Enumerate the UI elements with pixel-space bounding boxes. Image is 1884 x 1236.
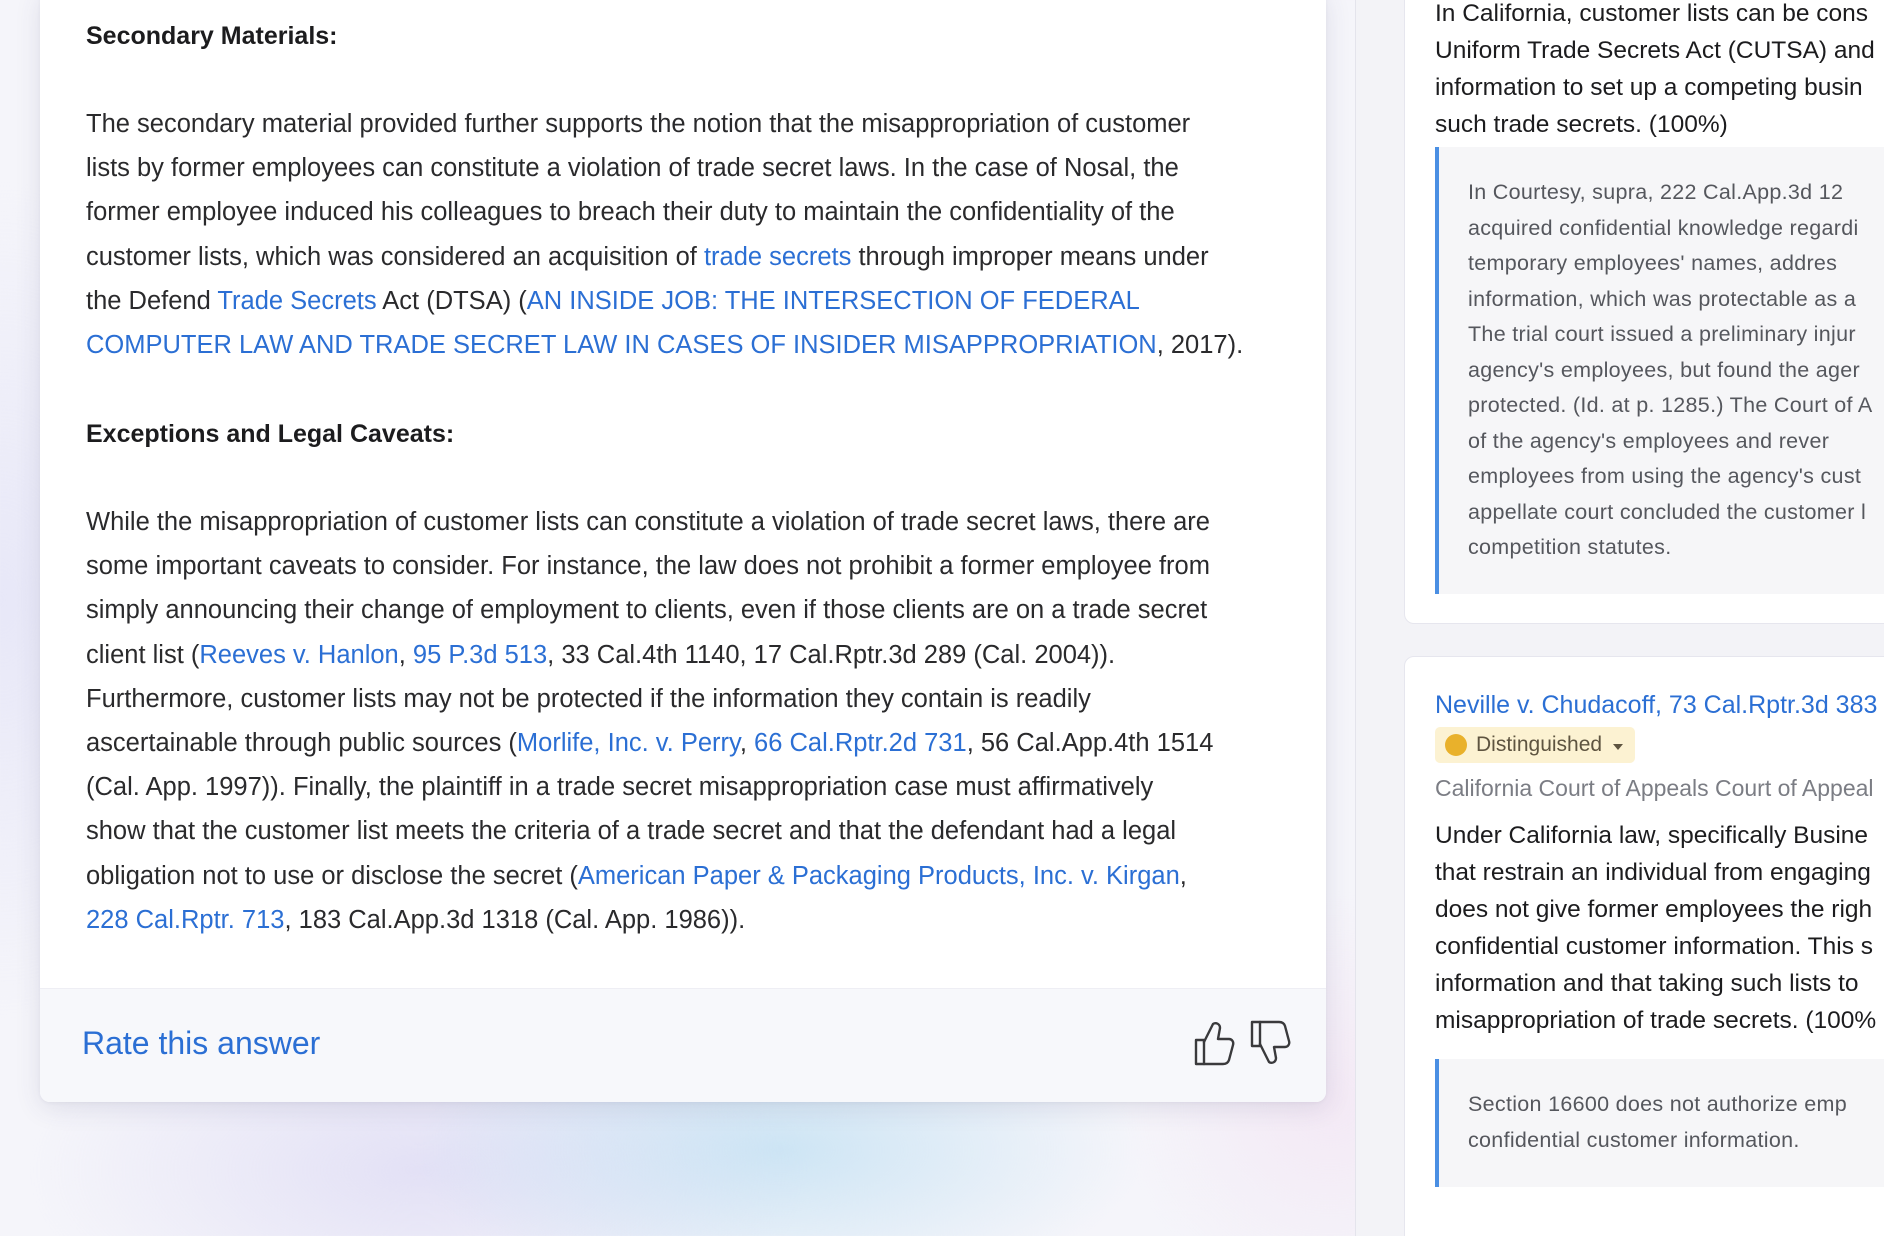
paragraph-text: , (1179, 861, 1187, 890)
paragraph-text: The secondary material provided further supports the notion that the misappropriation of customer (86, 110, 1191, 138)
text-line: information and that taking such lists to (1435, 970, 1859, 997)
paragraph-text: , 2017). (1156, 331, 1244, 360)
rate-answer-bar (40, 988, 1326, 1102)
paragraph-line (86, 279, 1286, 323)
text-line: information, which was protectable as a (1468, 286, 1857, 311)
paragraph-line (86, 544, 1286, 588)
paragraph-text: former employee induced his colleagues to breach their duty to maintain the confidentiality of the (86, 198, 1175, 227)
treatment-label: Distinguished (1476, 733, 1603, 756)
text-line: temporary employees' names, addres (1468, 251, 1838, 275)
text-line: confidential customer information. (1468, 1127, 1800, 1152)
paragraph-line (86, 323, 1286, 367)
citation-link[interactable]: Reeves v. Hanlon (199, 640, 399, 669)
citation-2-quote-text (1468, 1087, 1847, 1158)
text-line: In Courtesy, supra, 222 Cal.App.3d 12 (1468, 180, 1844, 204)
text-line: such trade secrets. (100%) (1435, 111, 1728, 138)
citation-2-quote (1435, 1059, 1884, 1187)
citation-2-title-link[interactable]: Neville v. Chudacoff, 73 Cal.Rptr.3d 383 (1435, 691, 1878, 719)
secondary-materials-paragraph (86, 102, 1286, 367)
treatment-status-dot (1445, 734, 1467, 756)
paragraph-text: , (398, 640, 413, 669)
paragraph-text: client list ( (86, 640, 200, 669)
paragraph-line (86, 898, 1286, 942)
paragraph-text: , 33 Cal.4th 1140, 17 Cal.Rptr.3d 289 (Cal. 2004)). (547, 640, 1116, 669)
citation-link[interactable]: 228 Cal.Rptr. 713 (86, 905, 285, 934)
paragraph-text: Furthermore, customer lists may not be protected if the information they contain is readily (86, 684, 1091, 713)
citation-link[interactable]: AN INSIDE JOB: THE INTERSECTION OF FEDERAL (526, 286, 1140, 315)
text-line: competition statutes. (1468, 535, 1672, 559)
citation-link[interactable]: COMPUTER LAW AND TRADE SECRET LAW IN CASES OF INSIDER MISAPPROPRIATION (86, 331, 1157, 360)
paragraph-text: show that the customer list meets the criteria of a trade secret and that the defendant had a legal (86, 817, 1177, 846)
text-line: confidential customer information. This s (1435, 933, 1874, 960)
secondary-materials-heading: Secondary Materials: (86, 22, 338, 50)
paragraph-line (86, 102, 1286, 146)
paragraph-text: lists by former employees can constitute a violation of trade secret laws. In the case of Nosal, the (86, 154, 1179, 183)
paragraph-text: through improper means under (851, 242, 1209, 271)
citation-2-summary (1435, 817, 1876, 1039)
citation-link[interactable]: 66 Cal.Rptr.2d 731 (754, 729, 967, 758)
paragraph-line (86, 190, 1286, 234)
citation-2-court: California Court of Appeals Court of Appeal (1435, 775, 1874, 801)
paragraph-text: some important caveats to consider. For instance, the law does not prohibit a former employee from (86, 552, 1210, 581)
thumbs-down-icon (1247, 1018, 1293, 1073)
paragraph-line (86, 677, 1286, 721)
text-line: The trial court issued a preliminary injur (1468, 322, 1856, 346)
citation-1-quote (1435, 147, 1884, 594)
paragraph-text: customer lists, which was considered an acquisition of (86, 242, 704, 271)
paragraph-text: ascertainable through public sources ( (86, 729, 517, 758)
paragraph-line (86, 765, 1286, 809)
text-line: In California, customer lists can be cons (1435, 0, 1869, 27)
text-line: does not give former employees the righ (1435, 896, 1873, 923)
paragraph-line (86, 854, 1286, 898)
citation-link[interactable]: Trade Secrets (217, 286, 377, 315)
text-line: acquired confidential knowledge regardi (1468, 215, 1859, 240)
paragraph-text: , 183 Cal.App.3d 1318 (Cal. App. 1986)). (284, 905, 746, 934)
text-line: Under California law, specifically Busine (1435, 822, 1869, 849)
thumbs-up-icon (1191, 1018, 1237, 1073)
chevron-down-icon (1613, 744, 1623, 750)
paragraph-text: , 56 Cal.App.4th 1514 (966, 729, 1214, 758)
citation-link[interactable]: 95 P.3d 513 (412, 640, 548, 669)
paragraph-text: simply announcing their change of employment to clients, even if those clients are on a trade secret (86, 596, 1208, 625)
text-line: information to set up a competing busin (1435, 74, 1863, 101)
paragraph-text: the Defend (86, 286, 218, 315)
thumbs-up-button[interactable] (1190, 1019, 1238, 1071)
paragraph-text: While the misappropriation of customer lists can constitute a violation of trade secret laws, there are (86, 508, 1210, 536)
rate-answer-label: Rate this answer (82, 1025, 321, 1061)
text-line: protected. (Id. at p. 1285.) The Court of A (1468, 393, 1873, 417)
treatment-dropdown[interactable] (1435, 727, 1635, 763)
paragraph-line (86, 721, 1286, 765)
citations-panel[interactable] (1355, 0, 1884, 1236)
citation-1-summary (1435, 0, 1875, 143)
paragraph-line (86, 633, 1286, 677)
citation-card-1 (1404, 0, 1884, 624)
text-line: agency's employees, but found the ager (1468, 357, 1861, 382)
thumbs-down-button[interactable] (1246, 1019, 1294, 1071)
paragraph-line (86, 235, 1286, 279)
paragraph-text: obligation not to use or disclose the secret ( (86, 861, 578, 890)
text-line: employees from using the agency's cust (1468, 464, 1862, 488)
citation-link[interactable]: Morlife, Inc. v. Perry (516, 729, 740, 758)
citation-link[interactable]: trade secrets (703, 242, 852, 271)
exceptions-heading: Exceptions and Legal Caveats: (86, 420, 455, 448)
text-line: that restrain an individual from engaging (1435, 859, 1871, 886)
citation-card-2 (1404, 656, 1884, 1236)
citation-link[interactable]: American Paper & Packaging Products, Inc. v. Kirgan (577, 861, 1180, 890)
paragraph-line (86, 809, 1286, 853)
paragraph-text: , (739, 729, 755, 758)
paragraph-line (86, 588, 1286, 632)
answer-card (40, 0, 1326, 1102)
paragraph-text: Act (DTSA) ( (376, 286, 527, 315)
paragraph-line (86, 146, 1286, 190)
citation-1-quote-text (1468, 175, 1873, 566)
text-line: misappropriation of trade secrets. (100% (1435, 1007, 1877, 1034)
paragraph-line (86, 500, 1286, 544)
exceptions-paragraph (86, 500, 1286, 942)
paragraph-text: (Cal. App. 1997)). Finally, the plaintiff in a trade secret misappropriation case must affirmatively (86, 773, 1154, 802)
text-line: of the agency's employees and rever (1468, 428, 1830, 453)
text-line: Section 16600 does not authorize emp (1468, 1092, 1847, 1116)
text-line: appellate court concluded the customer l (1468, 499, 1867, 524)
text-line: Uniform Trade Secrets Act (CUTSA) and (1435, 37, 1875, 64)
